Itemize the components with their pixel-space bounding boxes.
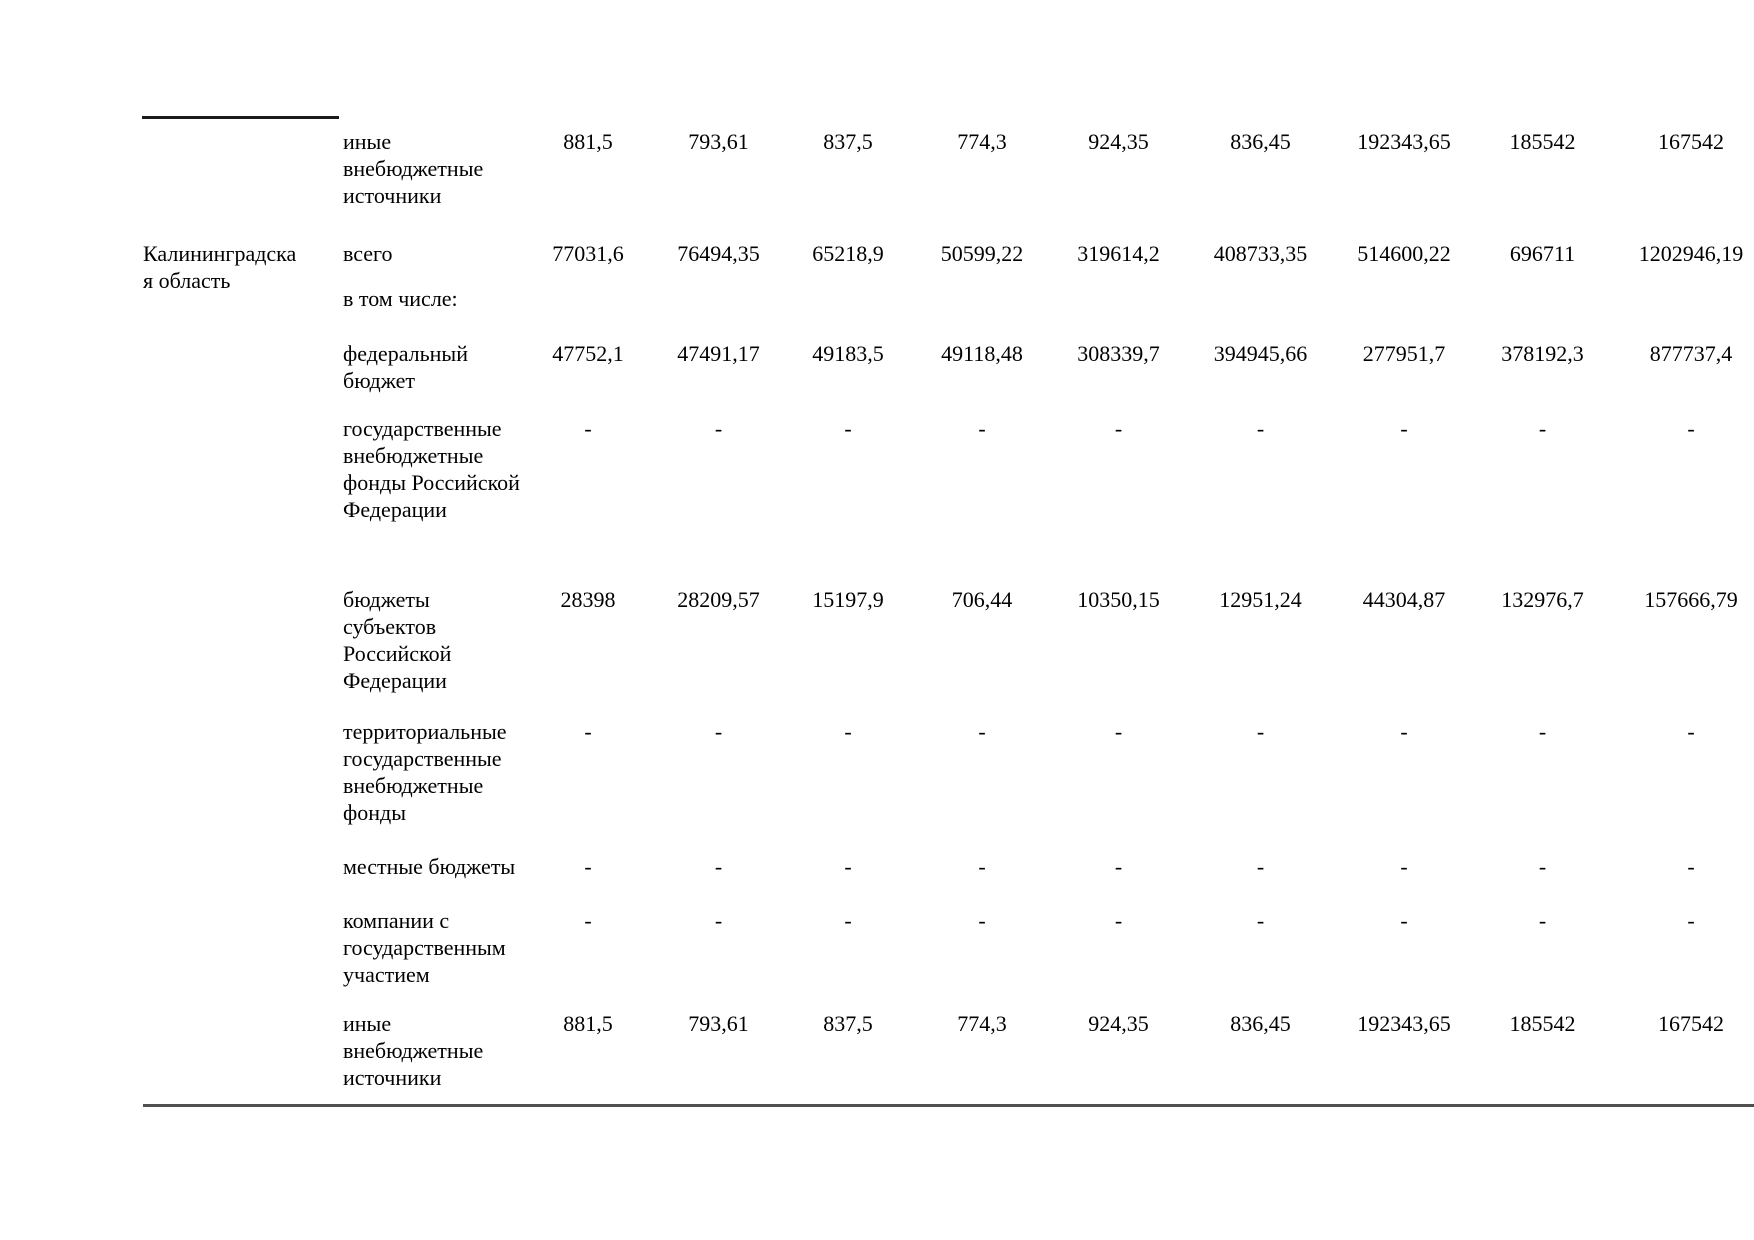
value-cell: - [1114, 854, 1123, 879]
funding-source-cell: компании с государственным участием [343, 908, 506, 987]
value-cell: 50599,22 [940, 241, 1024, 266]
table-row [143, 415, 1754, 523]
value-cell: 76494,35 [677, 241, 760, 266]
value-cell: 924,35 [1088, 1011, 1149, 1036]
table-row [143, 1010, 1754, 1091]
value-cell: 877737,4 [1649, 341, 1733, 366]
table-row [143, 340, 1754, 394]
value-cell: 837,5 [823, 1011, 873, 1036]
value-cell: - [1687, 719, 1695, 744]
value-cell: - [844, 719, 852, 744]
value-cell: - [978, 416, 986, 441]
funding-source-cell: иные внебюджетные источники [343, 129, 484, 208]
table-row [143, 907, 1754, 988]
value-cell: 132976,7 [1501, 587, 1584, 612]
value-cell: 924,35 [1088, 129, 1149, 154]
value-cell: - [1687, 416, 1695, 441]
funding-source-cell: всего [343, 241, 393, 266]
value-cell: 793,61 [688, 129, 749, 154]
value-cell: - [978, 908, 986, 933]
value-cell: 696711 [1509, 241, 1576, 266]
value-cell: - [844, 854, 852, 879]
value-cell: 47491,17 [677, 341, 760, 366]
value-cell: - [1114, 416, 1123, 441]
value-cell: - [1538, 416, 1547, 441]
value-cell: 185542 [1509, 129, 1576, 154]
value-cell: - [1687, 908, 1695, 933]
table-row [143, 128, 1754, 209]
value-cell: - [714, 416, 723, 441]
value-cell: - [714, 908, 723, 933]
value-cell: 49183,5 [812, 341, 884, 366]
value-cell: 28209,57 [677, 587, 760, 612]
value-cell: - [1538, 908, 1547, 933]
value-cell: - [714, 854, 723, 879]
value-cell: - [584, 908, 592, 933]
value-cell: - [1400, 719, 1408, 744]
table-row [143, 285, 1754, 312]
value-cell: 77031,6 [552, 241, 624, 266]
funding-source-cell: бюджеты субъектов Российской Федерации [343, 587, 452, 693]
table-row [143, 718, 1754, 826]
value-cell: - [844, 908, 852, 933]
value-cell: - [1400, 416, 1408, 441]
value-cell: 10350,15 [1077, 587, 1160, 612]
value-cell: 836,45 [1230, 129, 1291, 154]
value-cell: 319614,2 [1077, 241, 1160, 266]
value-cell: 836,45 [1230, 1011, 1291, 1036]
value-cell: - [1256, 416, 1265, 441]
value-cell: - [1400, 908, 1408, 933]
value-cell: 157666,79 [1644, 587, 1738, 612]
value-cell: 837,5 [823, 129, 873, 154]
table-row [143, 853, 1754, 880]
funding-source-cell: федеральный бюджет [343, 341, 468, 393]
funding-source-cell: территориальные государственные внебюджетные фонды [343, 719, 507, 825]
funding-source-cell: государственные внебюджетные фонды Российской Федерации [343, 416, 520, 522]
value-cell: 28398 [560, 587, 616, 612]
value-cell: 881,5 [563, 129, 613, 154]
value-cell: 44304,87 [1362, 587, 1446, 612]
value-cell: - [1687, 854, 1695, 879]
value-cell: 167542 [1658, 1011, 1724, 1036]
value-cell: - [1114, 719, 1123, 744]
funding-source-cell: местные бюджеты [343, 854, 516, 879]
value-cell: - [1538, 719, 1547, 744]
value-cell: - [1256, 719, 1265, 744]
region-name-cell: Калининградская область [143, 241, 297, 293]
value-cell: - [584, 416, 592, 441]
value-cell: - [1256, 854, 1265, 879]
value-cell: - [844, 416, 852, 441]
value-cell: - [1114, 908, 1123, 933]
value-cell: 277951,7 [1362, 341, 1446, 366]
value-cell: 706,44 [951, 587, 1013, 612]
funding-source-cell: иные внебюджетные источники [343, 1011, 484, 1090]
value-cell: 192343,65 [1357, 1011, 1451, 1036]
value-cell: 378192,3 [1501, 341, 1584, 366]
value-cell: - [978, 719, 986, 744]
value-cell: - [1538, 854, 1547, 879]
value-cell: 47752,1 [552, 341, 624, 366]
value-cell: - [1256, 908, 1265, 933]
value-cell: 308339,7 [1077, 341, 1160, 366]
value-cell: 394945,66 [1213, 341, 1308, 366]
value-cell: 408733,35 [1213, 241, 1308, 266]
value-cell: 49118,48 [941, 341, 1023, 366]
funding-source-cell: в том числе: [343, 286, 458, 311]
value-cell: 514600,22 [1357, 241, 1451, 266]
value-cell: - [1400, 854, 1408, 879]
table-row [143, 586, 1754, 694]
value-cell: 192343,65 [1357, 129, 1451, 154]
value-cell: 774,3 [957, 1011, 1007, 1036]
value-cell: 185542 [1509, 1011, 1576, 1036]
value-cell: 15197,9 [812, 587, 884, 612]
table-bottom-border [143, 1104, 1754, 1107]
value-cell: - [584, 854, 592, 879]
table-column-separator-line [142, 116, 339, 119]
value-cell: - [978, 854, 986, 879]
value-cell: 793,61 [688, 1011, 749, 1036]
value-cell: 774,3 [957, 129, 1007, 154]
value-cell: 1202946,19 [1638, 241, 1744, 266]
value-cell: - [584, 719, 592, 744]
value-cell: 12951,24 [1219, 587, 1302, 612]
value-cell: 881,5 [563, 1011, 613, 1036]
value-cell: 167542 [1658, 129, 1724, 154]
value-cell: - [714, 719, 723, 744]
value-cell: 65218,9 [812, 241, 884, 266]
